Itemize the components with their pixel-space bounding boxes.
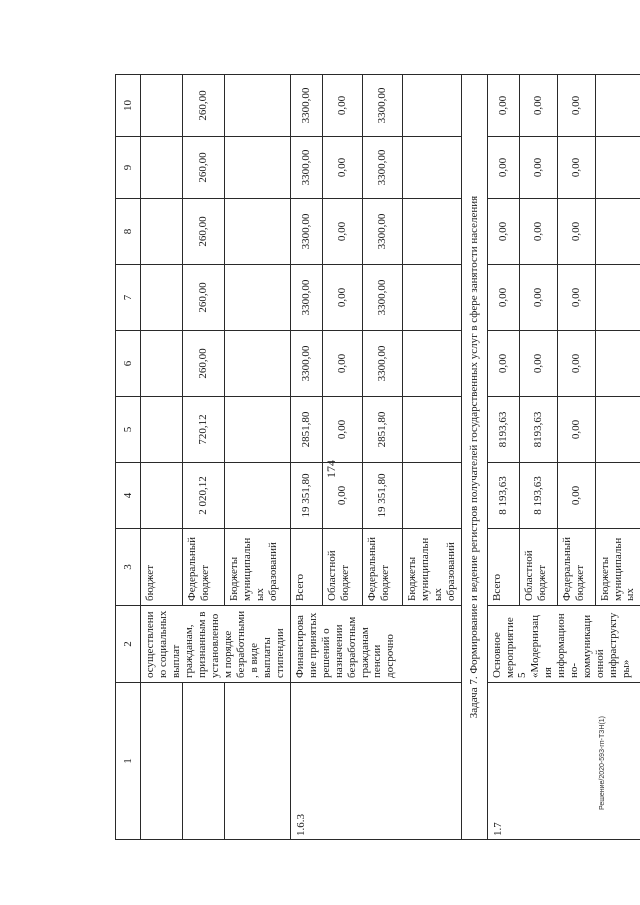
value-cell: 0,00 <box>322 397 362 463</box>
header-cell: 8 <box>116 199 141 265</box>
header-cell: 5 <box>116 397 141 463</box>
value-cell: 260,00 <box>183 265 225 331</box>
value-cell: 0,00 <box>557 397 595 463</box>
value-cell <box>141 265 183 331</box>
value-cell <box>225 463 290 529</box>
value-cell: 2851,80 <box>362 397 402 463</box>
value-cell <box>225 137 290 199</box>
value-cell: 19 351,80 <box>362 463 402 529</box>
value-cell <box>225 397 290 463</box>
funding-source: Федеральный бюджет <box>362 529 402 606</box>
table-row <box>225 75 290 840</box>
activity-name: Основное мероприятие 5 «Модернизация информационно-коммуникационной инфраструктуры» <box>487 606 640 683</box>
header-cell: 4 <box>116 463 141 529</box>
value-cell: 0,00 <box>322 75 362 137</box>
task-row <box>461 75 487 840</box>
value-cell <box>141 137 183 199</box>
value-cell: 3300,00 <box>290 199 322 265</box>
value-cell <box>141 397 183 463</box>
value-cell <box>141 463 183 529</box>
value-cell <box>595 199 640 265</box>
file-reference: Решение/2020-593-гп-ТЗН(1) <box>599 715 606 810</box>
page-number: 174 <box>324 460 338 478</box>
value-cell: 0,00 <box>557 137 595 199</box>
funding-source: бюджет <box>141 529 183 606</box>
row-code: 1.6.3 <box>290 683 461 840</box>
value-cell: 0,00 <box>557 75 595 137</box>
value-cell: 8193,63 <box>487 397 519 463</box>
value-cell: 0,00 <box>487 137 519 199</box>
header-cell: 3 <box>116 529 141 606</box>
value-cell <box>402 463 461 529</box>
value-cell: 0,00 <box>557 265 595 331</box>
funding-source: Всего <box>290 529 322 606</box>
value-cell: 260,00 <box>183 331 225 397</box>
header-cell: 1 <box>116 683 141 840</box>
value-cell <box>225 75 290 137</box>
value-cell: 2 020,12 <box>183 463 225 529</box>
table-row <box>290 75 322 840</box>
header-cell: 6 <box>116 331 141 397</box>
table-row <box>141 75 183 840</box>
value-cell: 3300,00 <box>290 331 322 397</box>
funding-source: Федеральный бюджет <box>557 529 595 606</box>
value-cell <box>402 331 461 397</box>
value-cell <box>402 397 461 463</box>
value-cell: 720,12 <box>183 397 225 463</box>
funding-source: Областной бюджет <box>322 529 362 606</box>
value-cell: 0,00 <box>322 199 362 265</box>
value-cell: 0,00 <box>519 331 557 397</box>
activity-name: Финансирование принятых решений о назначении безработным гражданам пенсии досрочно <box>290 606 461 683</box>
row-code <box>183 683 225 840</box>
value-cell <box>225 331 290 397</box>
row-code <box>225 683 290 840</box>
value-cell: 0,00 <box>557 463 595 529</box>
value-cell: 3300,00 <box>290 137 322 199</box>
table-row <box>487 75 519 840</box>
value-cell <box>141 331 183 397</box>
value-cell <box>225 265 290 331</box>
value-cell: 3300,00 <box>362 75 402 137</box>
value-cell <box>402 199 461 265</box>
value-cell: 0,00 <box>487 331 519 397</box>
task-heading: Задача 7. Формирование и ведение регистров получателей государственных услуг в сфере занятости населения <box>461 75 487 840</box>
value-cell: 0,00 <box>519 199 557 265</box>
value-cell: 0,00 <box>557 199 595 265</box>
value-cell: 3300,00 <box>362 137 402 199</box>
value-cell: 0,00 <box>557 331 595 397</box>
header-cell: 9 <box>116 137 141 199</box>
header-cell: 7 <box>116 265 141 331</box>
value-cell: 0,00 <box>322 265 362 331</box>
value-cell: 3300,00 <box>362 265 402 331</box>
value-cell: 3300,00 <box>362 199 402 265</box>
value-cell <box>595 463 640 529</box>
value-cell: 0,00 <box>519 265 557 331</box>
value-cell <box>141 75 183 137</box>
value-cell: 0,00 <box>487 199 519 265</box>
funding-source: Федеральный бюджет <box>183 529 225 606</box>
value-cell: 0,00 <box>487 265 519 331</box>
value-cell: 260,00 <box>183 137 225 199</box>
value-cell <box>225 199 290 265</box>
header-row <box>116 75 141 840</box>
value-cell: 2851,80 <box>290 397 322 463</box>
value-cell <box>595 75 640 137</box>
value-cell: 3300,00 <box>290 265 322 331</box>
header-cell: 2 <box>116 606 141 683</box>
value-cell: 8 193,63 <box>487 463 519 529</box>
funding-source: Бюджеты муниципальных образований <box>225 529 290 606</box>
value-cell: 8 193,63 <box>519 463 557 529</box>
table-row <box>183 75 225 840</box>
funding-source: Областной бюджет <box>519 529 557 606</box>
value-cell: 0,00 <box>519 75 557 137</box>
value-cell <box>141 199 183 265</box>
value-cell: 0,00 <box>519 137 557 199</box>
value-cell: 0,00 <box>322 331 362 397</box>
row-code <box>141 683 183 840</box>
funding-source: Бюджеты муниципальных <box>595 529 640 606</box>
value-cell: 0,00 <box>487 75 519 137</box>
value-cell <box>595 331 640 397</box>
value-cell: 19 351,80 <box>290 463 322 529</box>
value-cell: 0,00 <box>322 463 362 529</box>
value-cell: 0,00 <box>322 137 362 199</box>
value-cell: 260,00 <box>183 199 225 265</box>
value-cell <box>595 265 640 331</box>
value-cell <box>402 137 461 199</box>
value-cell <box>595 137 640 199</box>
value-cell: 260,00 <box>183 75 225 137</box>
budget-table <box>115 74 640 840</box>
value-cell <box>402 75 461 137</box>
value-cell: 8193,63 <box>519 397 557 463</box>
value-cell: 3300,00 <box>362 331 402 397</box>
funding-source: Всего <box>487 529 519 606</box>
value-cell: 3300,00 <box>290 75 322 137</box>
value-cell <box>402 265 461 331</box>
activity-name: осуществлению социальных выплат гражданам, признанным в установленном порядке безработными, в виде выплаты стипендии <box>141 606 291 683</box>
value-cell <box>595 397 640 463</box>
header-cell: 10 <box>116 75 141 137</box>
row-code: 1.7 <box>487 683 640 840</box>
funding-source: Бюджеты муниципальных образований <box>402 529 461 606</box>
